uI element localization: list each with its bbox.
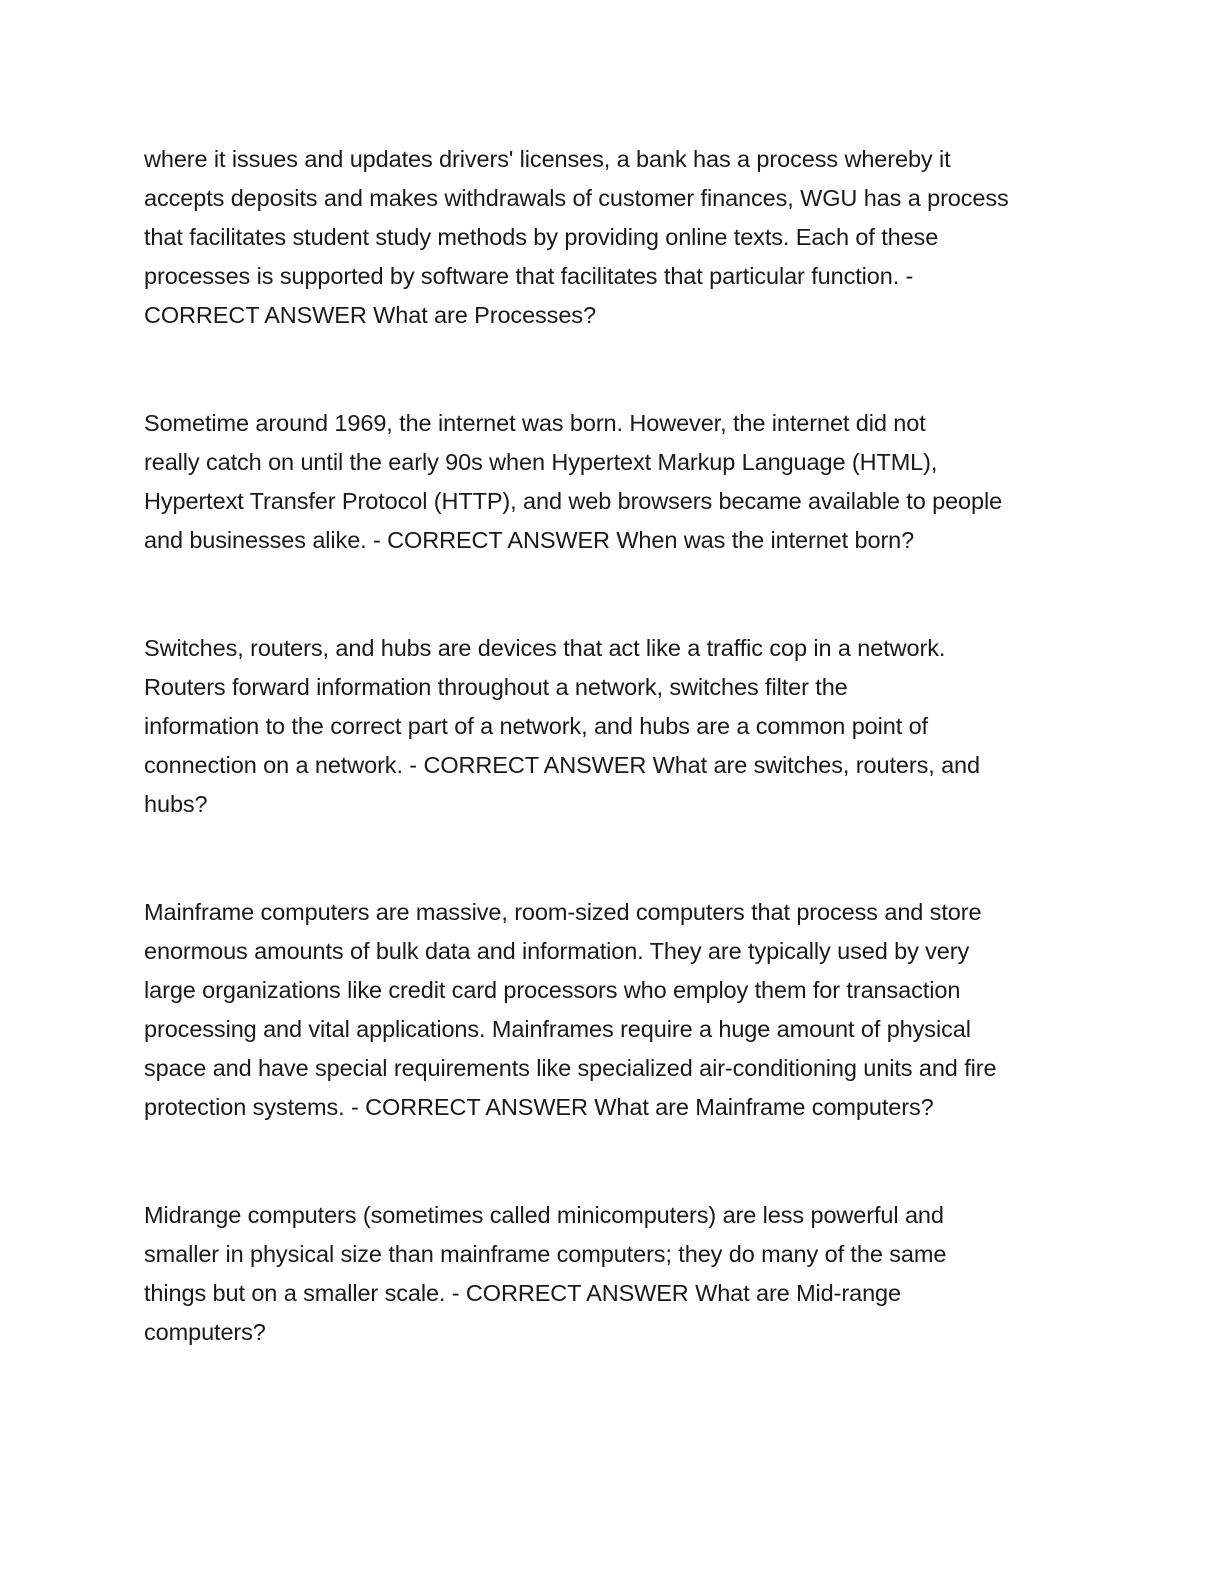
paragraph-switches-routers-hubs: Switches, routers, and hubs are devices that act like a traffic cop in a network. Routers forward information throughout a network, switches filter the information to the correct part of a network, and hubs are a common point of connection on a network. - CORRECT ANSWER What are switches, routers, and hubs? — [144, 635, 980, 817]
document-body — [144, 140, 1080, 1352]
paragraph-processes: where it issues and updates drivers' licenses, a bank has a process whereby it accepts deposits and makes withdrawals of customer finances, WGU has a process that facilitates student study methods by providing online texts. Each of these processes is supported by software that facilitates that particular function. - CORRECT ANSWER What are Processes? — [144, 146, 1009, 328]
paragraph-midrange-computers: Midrange computers (sometimes called minicomputers) are less powerful and smaller in physical size than mainframe computers; they do many of the same things but on a smaller scale. - CORRECT ANSWER What are Mid-range computers? — [144, 1202, 947, 1345]
paragraph-mainframe-computers: Mainframe computers are massive, room-sized computers that process and store enormous amounts of bulk data and information. They are typically used by very large organizations like credit card processors who employ them for transaction processing and vital applications. Mainframes require a huge amount of physical space and have special requirements like specialized air-conditioning units and fire protection systems. - CORRECT ANSWER What are Mainframe computers? — [144, 899, 997, 1120]
paragraph-internet-born: Sometime around 1969, the internet was born. However, the internet did not really catch on until the early 90s when Hypertext Markup Language (HTML), Hypertext Transfer Protocol (HTTP), and web browsers became available to people and businesses alike. - CORRECT ANSWER When was the internet born? — [144, 410, 1003, 553]
